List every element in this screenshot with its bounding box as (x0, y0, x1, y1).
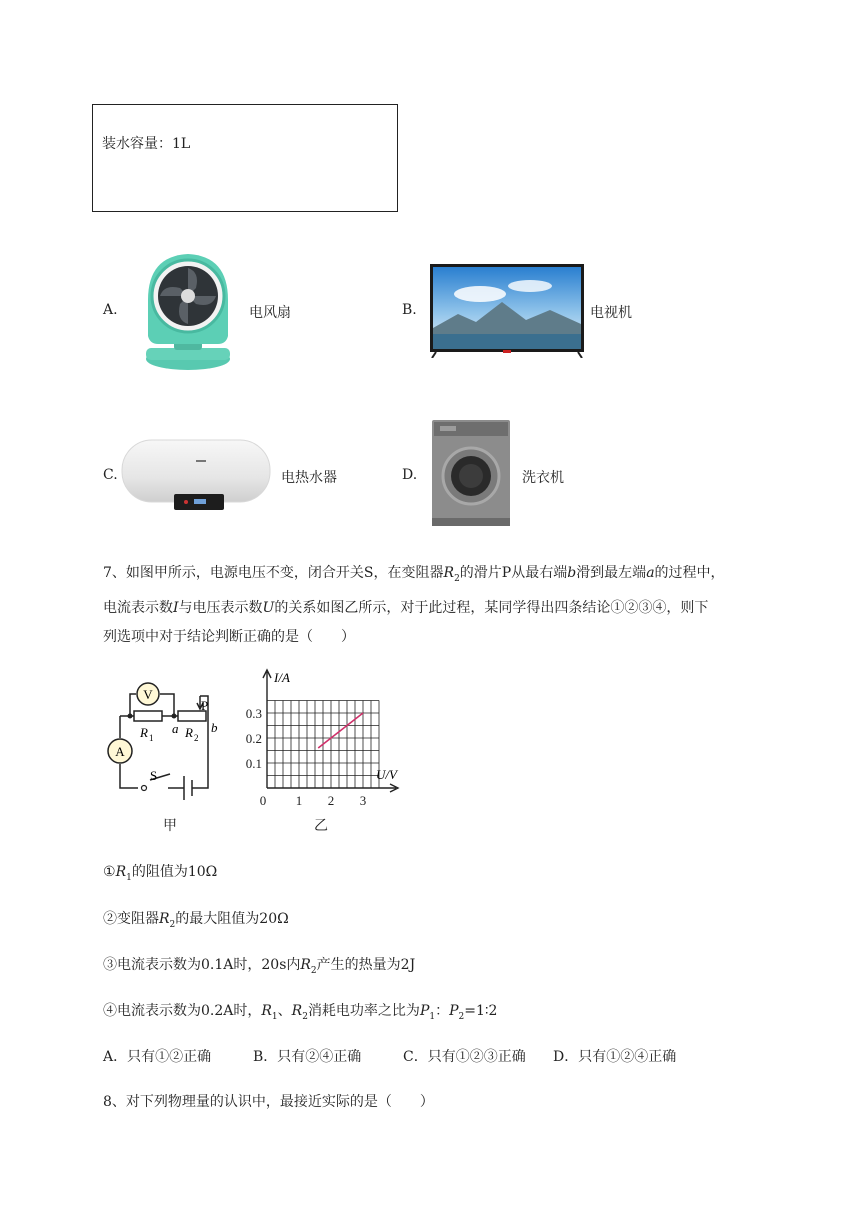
circuit-diagram (100, 670, 250, 830)
var-sub: 2 (302, 1011, 308, 1022)
var-sub: 2 (169, 919, 176, 930)
r2-sub: 2 (194, 733, 199, 743)
var-r: R (443, 565, 455, 581)
y-tick-label: 0.1 (246, 756, 262, 771)
var-p: P (449, 1003, 459, 1019)
answer-b[interactable] (253, 1043, 403, 1072)
voltmeter-label: V (143, 687, 153, 702)
var-b: b (567, 565, 577, 581)
q8-stem (103, 1088, 823, 1117)
end-b-label: b (211, 720, 218, 735)
conclusion-2 (103, 905, 823, 940)
data-line (318, 713, 363, 748)
option-b-name: 电视机 (590, 305, 632, 321)
conclusion-mark: ① (103, 864, 116, 880)
conclusion-text: =1∶2 (464, 1003, 498, 1019)
x-tick-label: 2 (327, 793, 335, 808)
option-d-name: 洗衣机 (522, 470, 564, 486)
conclusion-1 (103, 858, 823, 893)
option-b-letter: B. (402, 302, 417, 318)
conclusion-text: 消耗电功率之比为 (307, 1003, 420, 1019)
y-tick-label: 0.2 (246, 731, 262, 746)
y-axis-label: I/A (274, 670, 290, 685)
conclusion-text: 、 (277, 1003, 292, 1019)
var-a: a (646, 565, 655, 581)
answer-text: 只有①②③正确 (427, 1049, 526, 1065)
x-tick-label: 1 (295, 793, 303, 808)
answer-a[interactable] (103, 1043, 253, 1072)
q7-stem-text: 的关系如图乙所示，对于此过程，某同学得出四条结论①②③④，则下 (274, 599, 709, 616)
q8-number: 8、 (103, 1094, 126, 1110)
var-r: R (261, 1003, 272, 1019)
var-r: R (115, 864, 127, 880)
conclusion-text: 产生的热量为2J (316, 957, 416, 973)
q7-stem-text: 列选项中对于结论判断正确的是（ ） (103, 628, 355, 645)
var-sub: 1 (429, 1011, 436, 1022)
var-i: I (173, 599, 179, 616)
q8-stem-text: 对下列物理量的认识中，最接近实际的是（ ） (125, 1094, 434, 1110)
q7-stem (103, 559, 823, 652)
switch-label: S (150, 768, 158, 783)
r1-sub: 1 (149, 733, 154, 743)
washing-machine-icon (432, 420, 510, 526)
tv-icon (430, 264, 584, 358)
slider-label: P (201, 698, 209, 713)
answer-letter: B． (253, 1049, 278, 1065)
q7-stem-text: 滑到最左端 (576, 565, 647, 581)
r2-label: R (185, 725, 193, 740)
var-r: R (291, 1003, 303, 1019)
conclusion-text: 变阻器 (117, 911, 159, 927)
answer-letter: D． (553, 1049, 579, 1065)
spec-box (92, 104, 398, 212)
var-p: P (419, 1003, 430, 1019)
q7-stem-text: 电流表示数 (103, 599, 173, 616)
water-heater-icon (120, 436, 272, 512)
q7-stem-text: 的过程中， (654, 565, 725, 581)
ammeter-label: A (115, 744, 125, 759)
conclusion-text: ： (435, 1003, 450, 1019)
answer-text: 只有②④正确 (277, 1049, 362, 1065)
conclusion-text: 的最大阻值为20Ω (175, 911, 289, 927)
iu-graph (246, 664, 416, 814)
option-a-letter: A. (103, 302, 118, 318)
y-tick-label: 0.3 (246, 706, 262, 721)
conclusion-4 (103, 997, 823, 1032)
var-sub: 2 (454, 573, 460, 584)
option-c-name: 电热水器 (281, 470, 337, 486)
conclusion-text: 电流表示数为0.1A时，20s内 (117, 957, 301, 973)
var-sub: 2 (458, 1011, 465, 1022)
answer-text: 只有①②正确 (127, 1049, 212, 1065)
option-d-letter: D. (402, 467, 418, 483)
answer-letter: C． (403, 1049, 428, 1065)
conclusion-text: 的阻值为10Ω (131, 864, 218, 880)
q7-stem-text: 与电压表示数 (178, 599, 263, 616)
spec-box-text: 装水容量：1L (102, 136, 191, 152)
end-a-label: a (172, 721, 179, 736)
var-sub: 2 (310, 965, 317, 976)
answer-c[interactable] (403, 1043, 553, 1072)
q7-number: 7、 (103, 565, 126, 581)
q7-stem-text: 如图甲所示，电源电压不变，闭合开关S，在变阻器 (125, 565, 444, 581)
conclusion-text: 电流表示数为0.2A时， (117, 1003, 262, 1019)
r1-label: R (140, 725, 148, 740)
conclusion-mark: ② (103, 911, 117, 927)
x-tick-label: 0 (259, 793, 267, 808)
option-a-name: 电风扇 (249, 305, 291, 321)
conclusion-mark: ③ (103, 957, 117, 973)
var-r: R (300, 957, 311, 973)
conclusion-3 (103, 951, 823, 986)
answer-letter: A． (103, 1049, 128, 1065)
option-c-letter: C. (103, 467, 118, 483)
var-r: R (159, 911, 170, 927)
circuit-caption: 甲 (163, 818, 177, 834)
q7-answers (103, 1043, 823, 1072)
answer-d[interactable] (553, 1043, 703, 1072)
conclusion-mark: ④ (103, 1003, 117, 1019)
var-sub: 1 (271, 1011, 278, 1022)
graph-caption: 乙 (314, 818, 328, 834)
answer-text: 只有①②④正确 (578, 1049, 677, 1065)
fan-icon (138, 248, 238, 374)
q7-stem-text: 的滑片P从最右端 (459, 565, 568, 581)
var-u: U (262, 599, 275, 616)
x-axis-label: U/V (376, 767, 397, 782)
var-sub: 1 (126, 872, 132, 883)
x-tick-label: 3 (359, 793, 367, 808)
